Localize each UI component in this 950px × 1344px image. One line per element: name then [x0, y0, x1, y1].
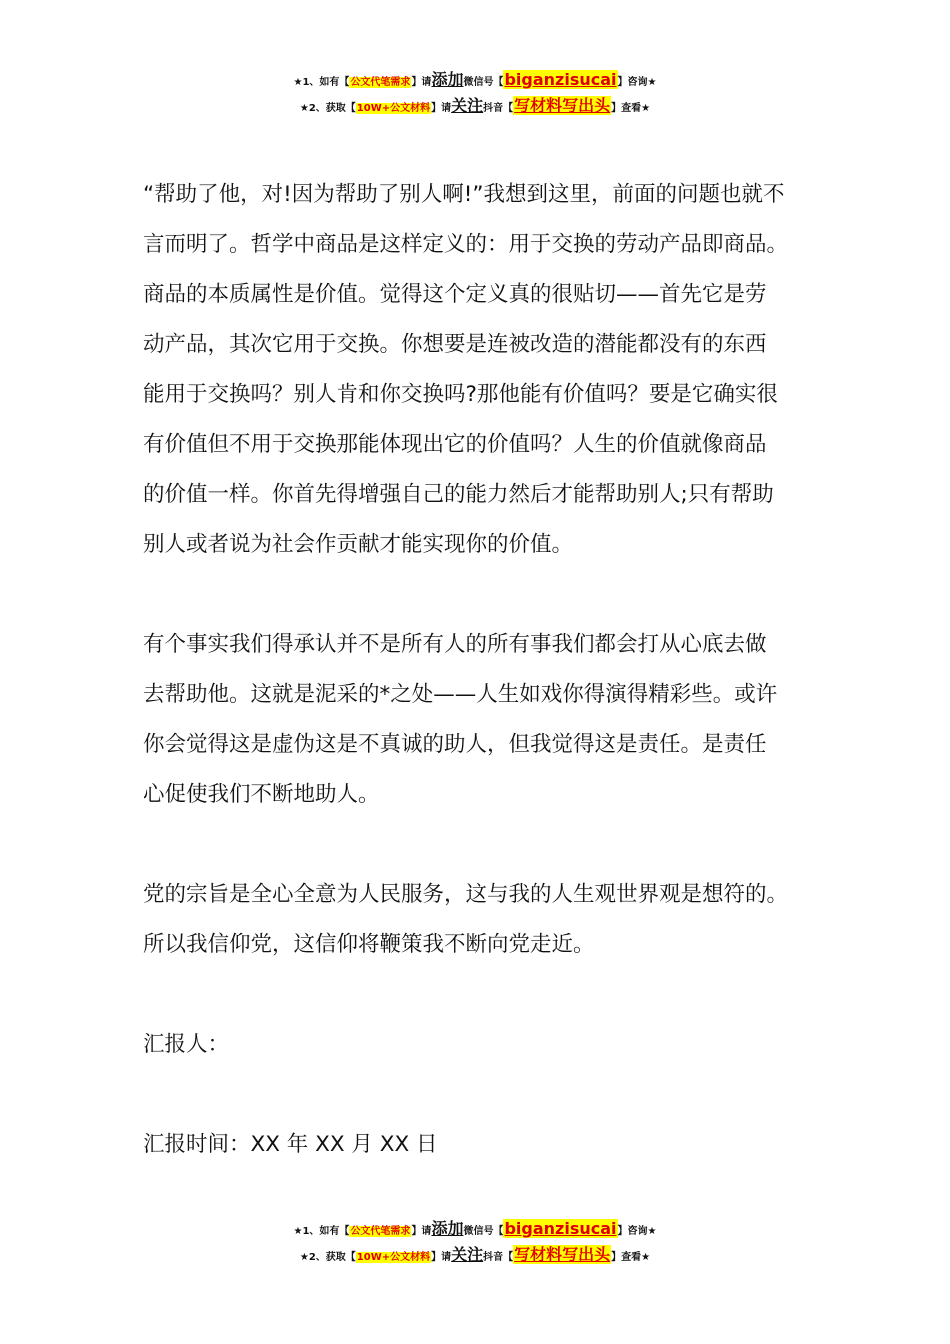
paragraph-spacer: [143, 970, 833, 1020]
text-line: 别人或者说为社会作贡献才能实现你的价值。: [143, 532, 574, 557]
paragraph-spacer: [143, 1070, 833, 1120]
banner-line-1: [0, 68, 950, 94]
highlight-douyin-account: 写材料写出头: [514, 96, 611, 115]
banner-text: ★1、如有【: [293, 1226, 350, 1237]
paragraph-3: [143, 870, 833, 970]
banner-text: 】请: [431, 103, 452, 114]
text-line: 能用于交换吗？别人肯和你交换吗?那他能有价值吗？要是它确实很: [143, 382, 778, 407]
text-line: 动产品，其次它用于交换。你想要是连被改造的潜能都没有的东西: [143, 332, 767, 357]
header-banner: [0, 68, 950, 120]
underlined-text: 添加: [431, 1219, 464, 1238]
highlight-wechat-id: biganzisucai: [504, 70, 617, 89]
banner-text: ★2、获取【: [299, 1252, 356, 1263]
text-line: 去帮助他。这就是泥采的*之处——人生如戏你得演得精彩些。或许: [143, 682, 778, 707]
paragraph-spacer: [143, 570, 833, 620]
banner-line-2: [0, 94, 950, 120]
banner-text: 】请: [411, 77, 432, 88]
paragraph-2: [143, 620, 833, 820]
text-line: 商品的本质属性是价值。觉得这个定义真的很贴切——首先它是劳: [143, 282, 767, 307]
highlight-materials: 10W+公文材料: [356, 103, 431, 114]
banner-text: 】查看★: [611, 1252, 651, 1263]
banner-text: 】请: [431, 1252, 452, 1263]
highlight-wechat-id: biganzisucai: [504, 1219, 617, 1238]
highlight-service: 公文代笔需求: [350, 77, 411, 88]
highlight-service: 公文代笔需求: [350, 1226, 411, 1237]
paragraph-1: [143, 170, 833, 570]
document-body: [143, 170, 833, 1170]
banner-text: 】咨询★: [617, 1226, 657, 1237]
underlined-text: 关注: [451, 1245, 484, 1264]
text-line: 言而明了。哲学中商品是这样定义的：用于交换的劳动产品即商品。: [143, 232, 789, 257]
paragraph-spacer: [143, 820, 833, 870]
underlined-text: 添加: [431, 70, 464, 89]
text-line: 的价值一样。你首先得增强自己的能力然后才能帮助别人;只有帮助: [143, 482, 774, 507]
text-line: 有价值但不用于交换那能体现出它的价值吗？人生的价值就像商品: [143, 432, 767, 457]
banner-text: 】咨询★: [617, 77, 657, 88]
footer-banner: [0, 1217, 950, 1269]
banner-line-2: [0, 1243, 950, 1269]
banner-text: 微信号【: [463, 1226, 504, 1237]
report-time: 汇报时间：XX 年 XX 月 XX 日: [143, 1132, 438, 1157]
text-line: 所以我信仰党，这信仰将鞭策我不断向党走近。: [143, 932, 595, 957]
banner-text: 抖音【: [483, 103, 514, 114]
text-line: “帮助了他，对!因为帮助了别人啊!”我想到这里，前面的问题也就不: [143, 182, 785, 207]
text-line: 你会觉得这是虚伪这是不真诚的助人，但我觉得这是责任。是责任: [143, 732, 767, 757]
text-line: 党的宗旨是全心全意为人民服务，这与我的人生观世界观是想符的。: [143, 882, 789, 907]
text-line: 有个事实我们得承认并不是所有人的所有事我们都会打从心底去做: [143, 632, 767, 657]
banner-text: ★2、获取【: [299, 103, 356, 114]
banner-text: 】请: [411, 1226, 432, 1237]
banner-text: 】查看★: [611, 103, 651, 114]
reporter-label: 汇报人：: [143, 1032, 230, 1057]
banner-text: 抖音【: [483, 1252, 514, 1263]
banner-text: 微信号【: [463, 77, 504, 88]
banner-line-1: [0, 1217, 950, 1243]
text-line: 心促使我们不断地助人。: [143, 782, 380, 807]
banner-text: ★1、如有【: [293, 77, 350, 88]
highlight-materials: 10W+公文材料: [356, 1252, 431, 1263]
underlined-text: 关注: [451, 96, 484, 115]
highlight-douyin-account: 写材料写出头: [514, 1245, 611, 1264]
